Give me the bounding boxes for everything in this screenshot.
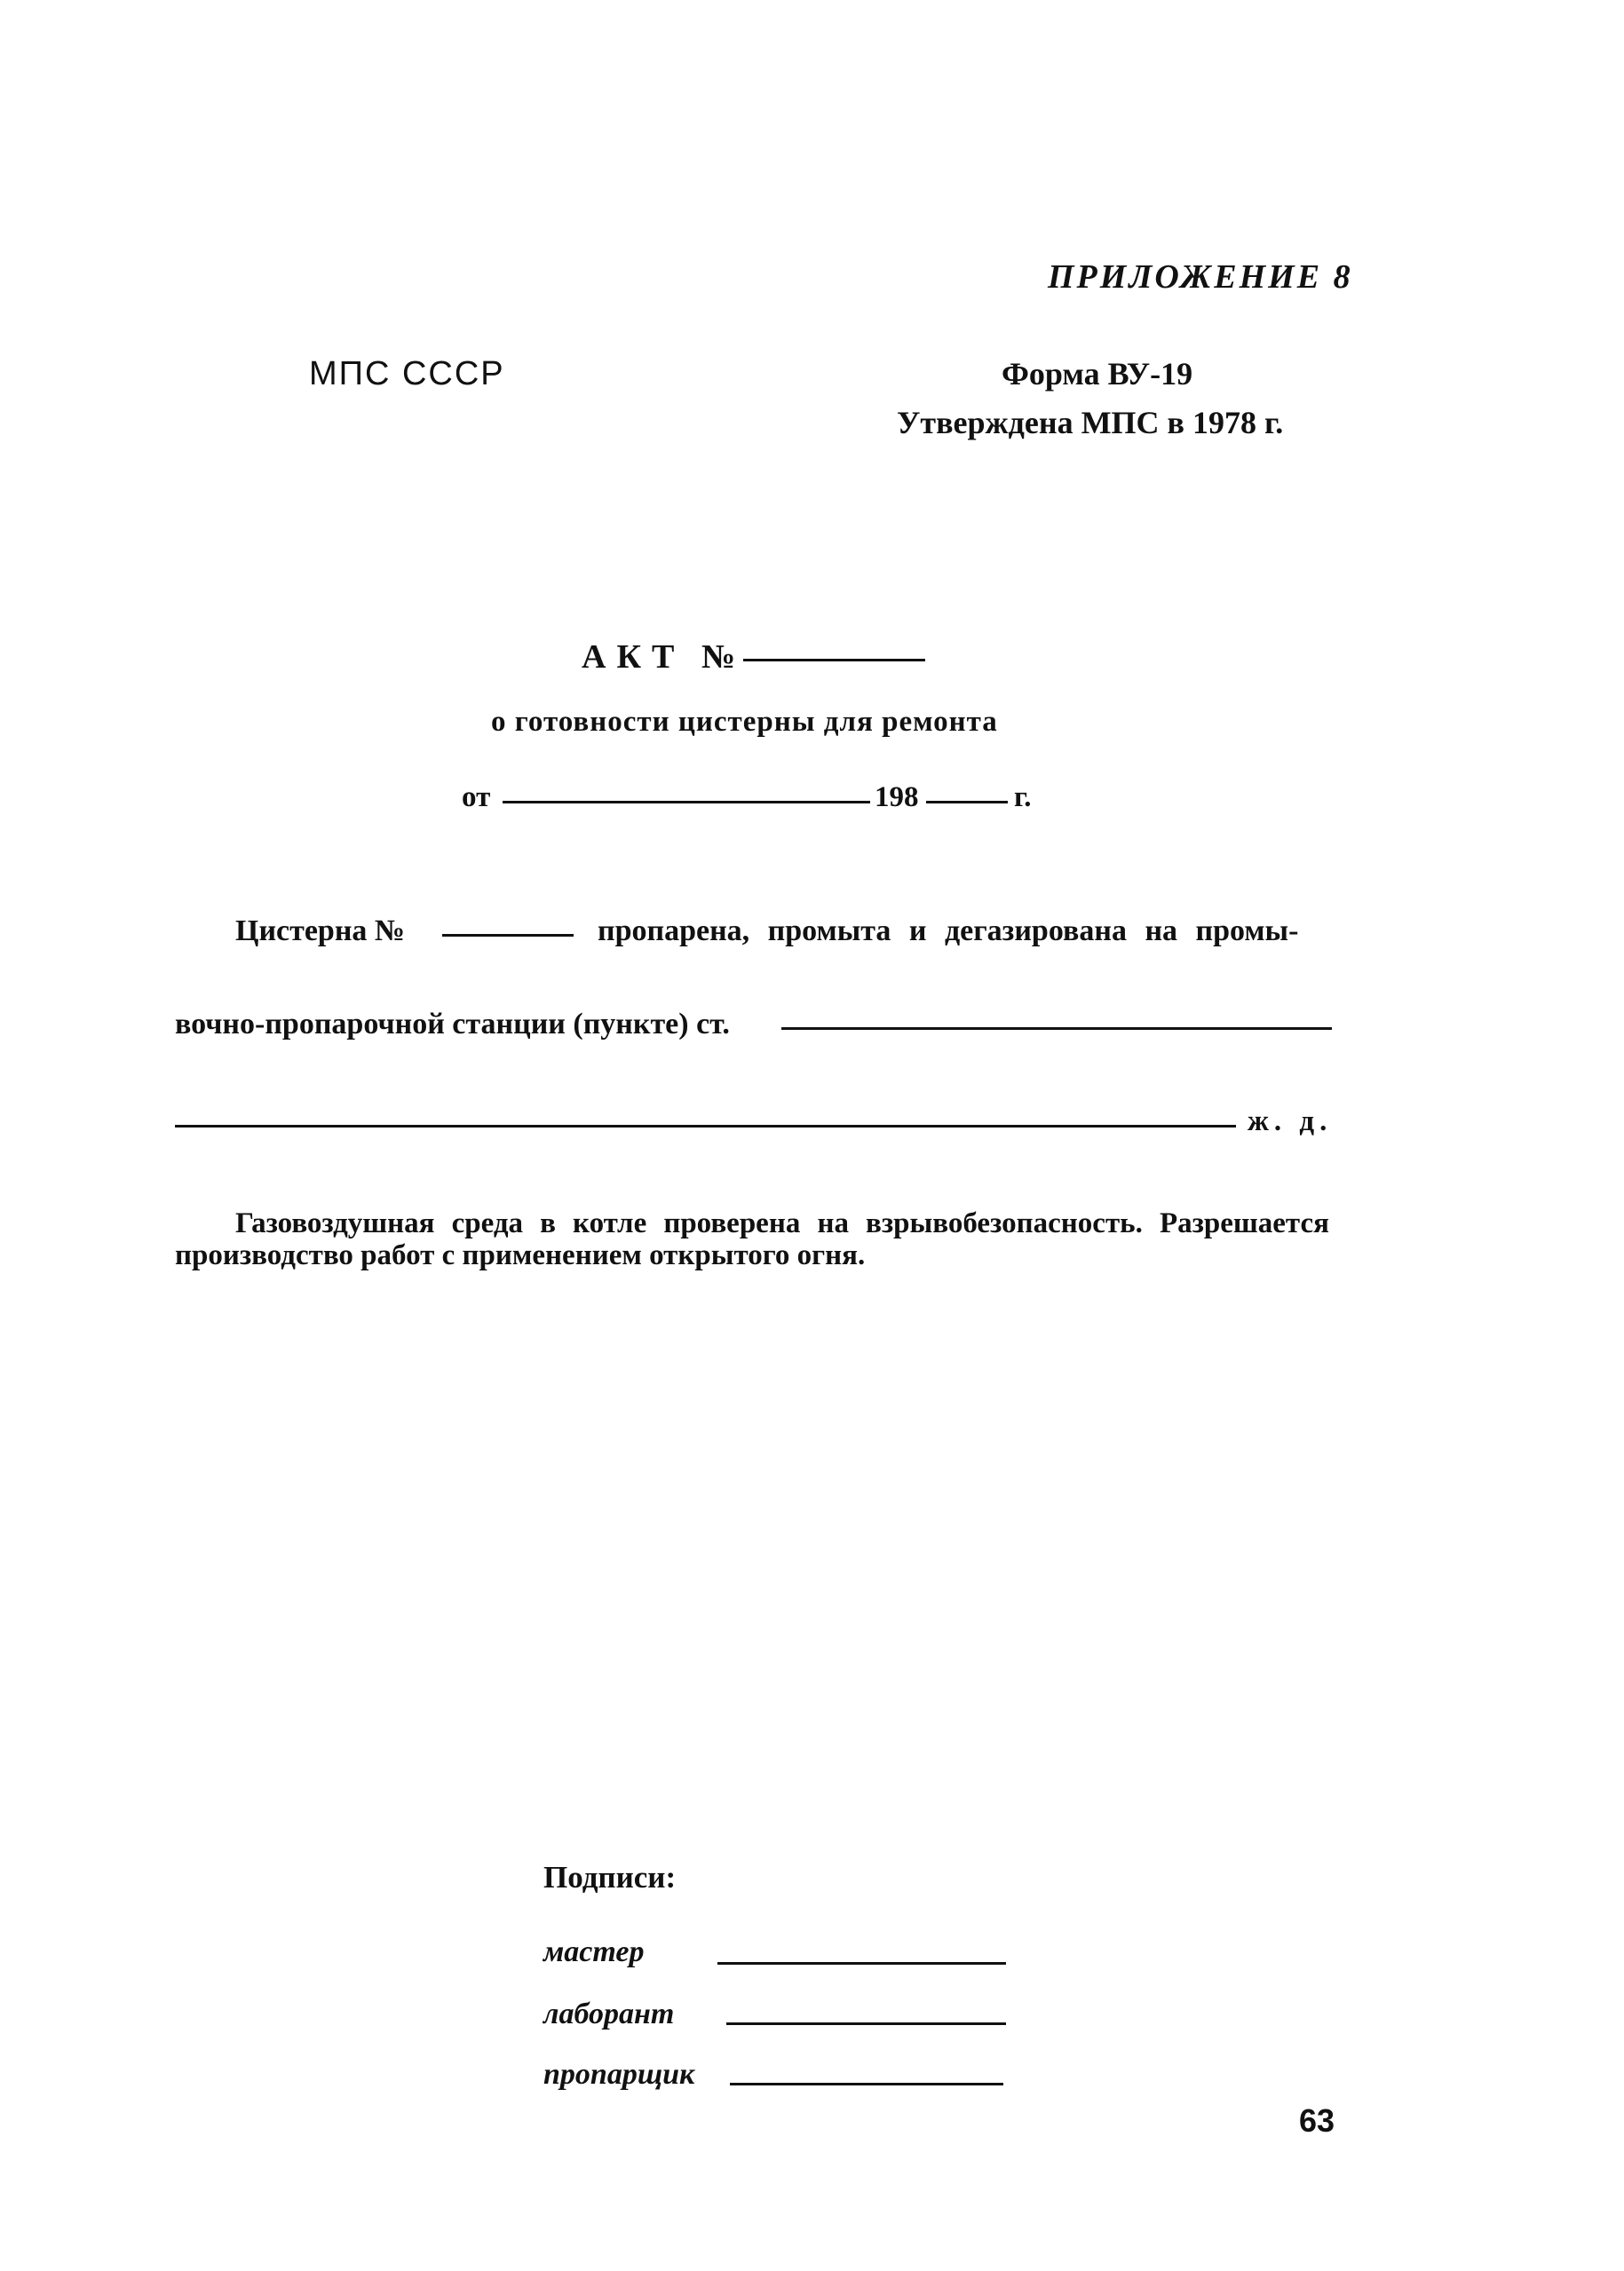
approval-note: Утверждена МПС в 1978 г.	[897, 405, 1284, 440]
date-field[interactable]	[503, 801, 870, 803]
railway-field[interactable]	[175, 1125, 1236, 1128]
station-label: вочно-пропарочной станции (пункте) ст.	[175, 1008, 730, 1041]
year-suffix: г.	[1014, 781, 1032, 813]
safety-paragraph: Газовоздушная среда в котле проверена на взрывобезопасность. Разрешается производство работ с применением открытого огня.	[175, 1207, 1329, 1271]
act-title: АКТ	[582, 638, 685, 676]
signature-line-master[interactable]	[717, 1962, 1006, 1965]
page-number: 63	[1299, 2102, 1335, 2139]
signature-role-steamer: пропарщик	[543, 2058, 695, 2091]
year-field[interactable]	[926, 801, 1008, 803]
date-prefix: от	[462, 781, 491, 813]
act-number-sign: №	[701, 638, 736, 676]
tank-number-label: Цистерна №	[235, 914, 406, 947]
appendix-label: ПРИЛОЖЕНИЕ 8	[1048, 258, 1353, 296]
railway-suffix: ж. д.	[1248, 1105, 1333, 1137]
tank-status-text: пропарена, промыта и дегазирована на промы-	[598, 914, 1299, 947]
signature-role-laborant: лаборант	[543, 1998, 675, 2030]
signature-line-laborant[interactable]	[726, 2022, 1006, 2025]
year-prefix: 198	[875, 781, 919, 813]
ministry-label: МПС СССР	[309, 355, 505, 392]
tank-number-field[interactable]	[442, 934, 574, 937]
signature-line-steamer[interactable]	[730, 2083, 1003, 2085]
act-subtitle: о готовности цистерны для ремонта	[491, 706, 998, 738]
station-field[interactable]	[781, 1027, 1332, 1030]
form-code: Форма ВУ-19	[1002, 356, 1193, 392]
act-number-field[interactable]	[743, 659, 925, 661]
signature-role-master: мастер	[543, 1935, 645, 1968]
signatures-title: Подписи:	[543, 1860, 677, 1895]
